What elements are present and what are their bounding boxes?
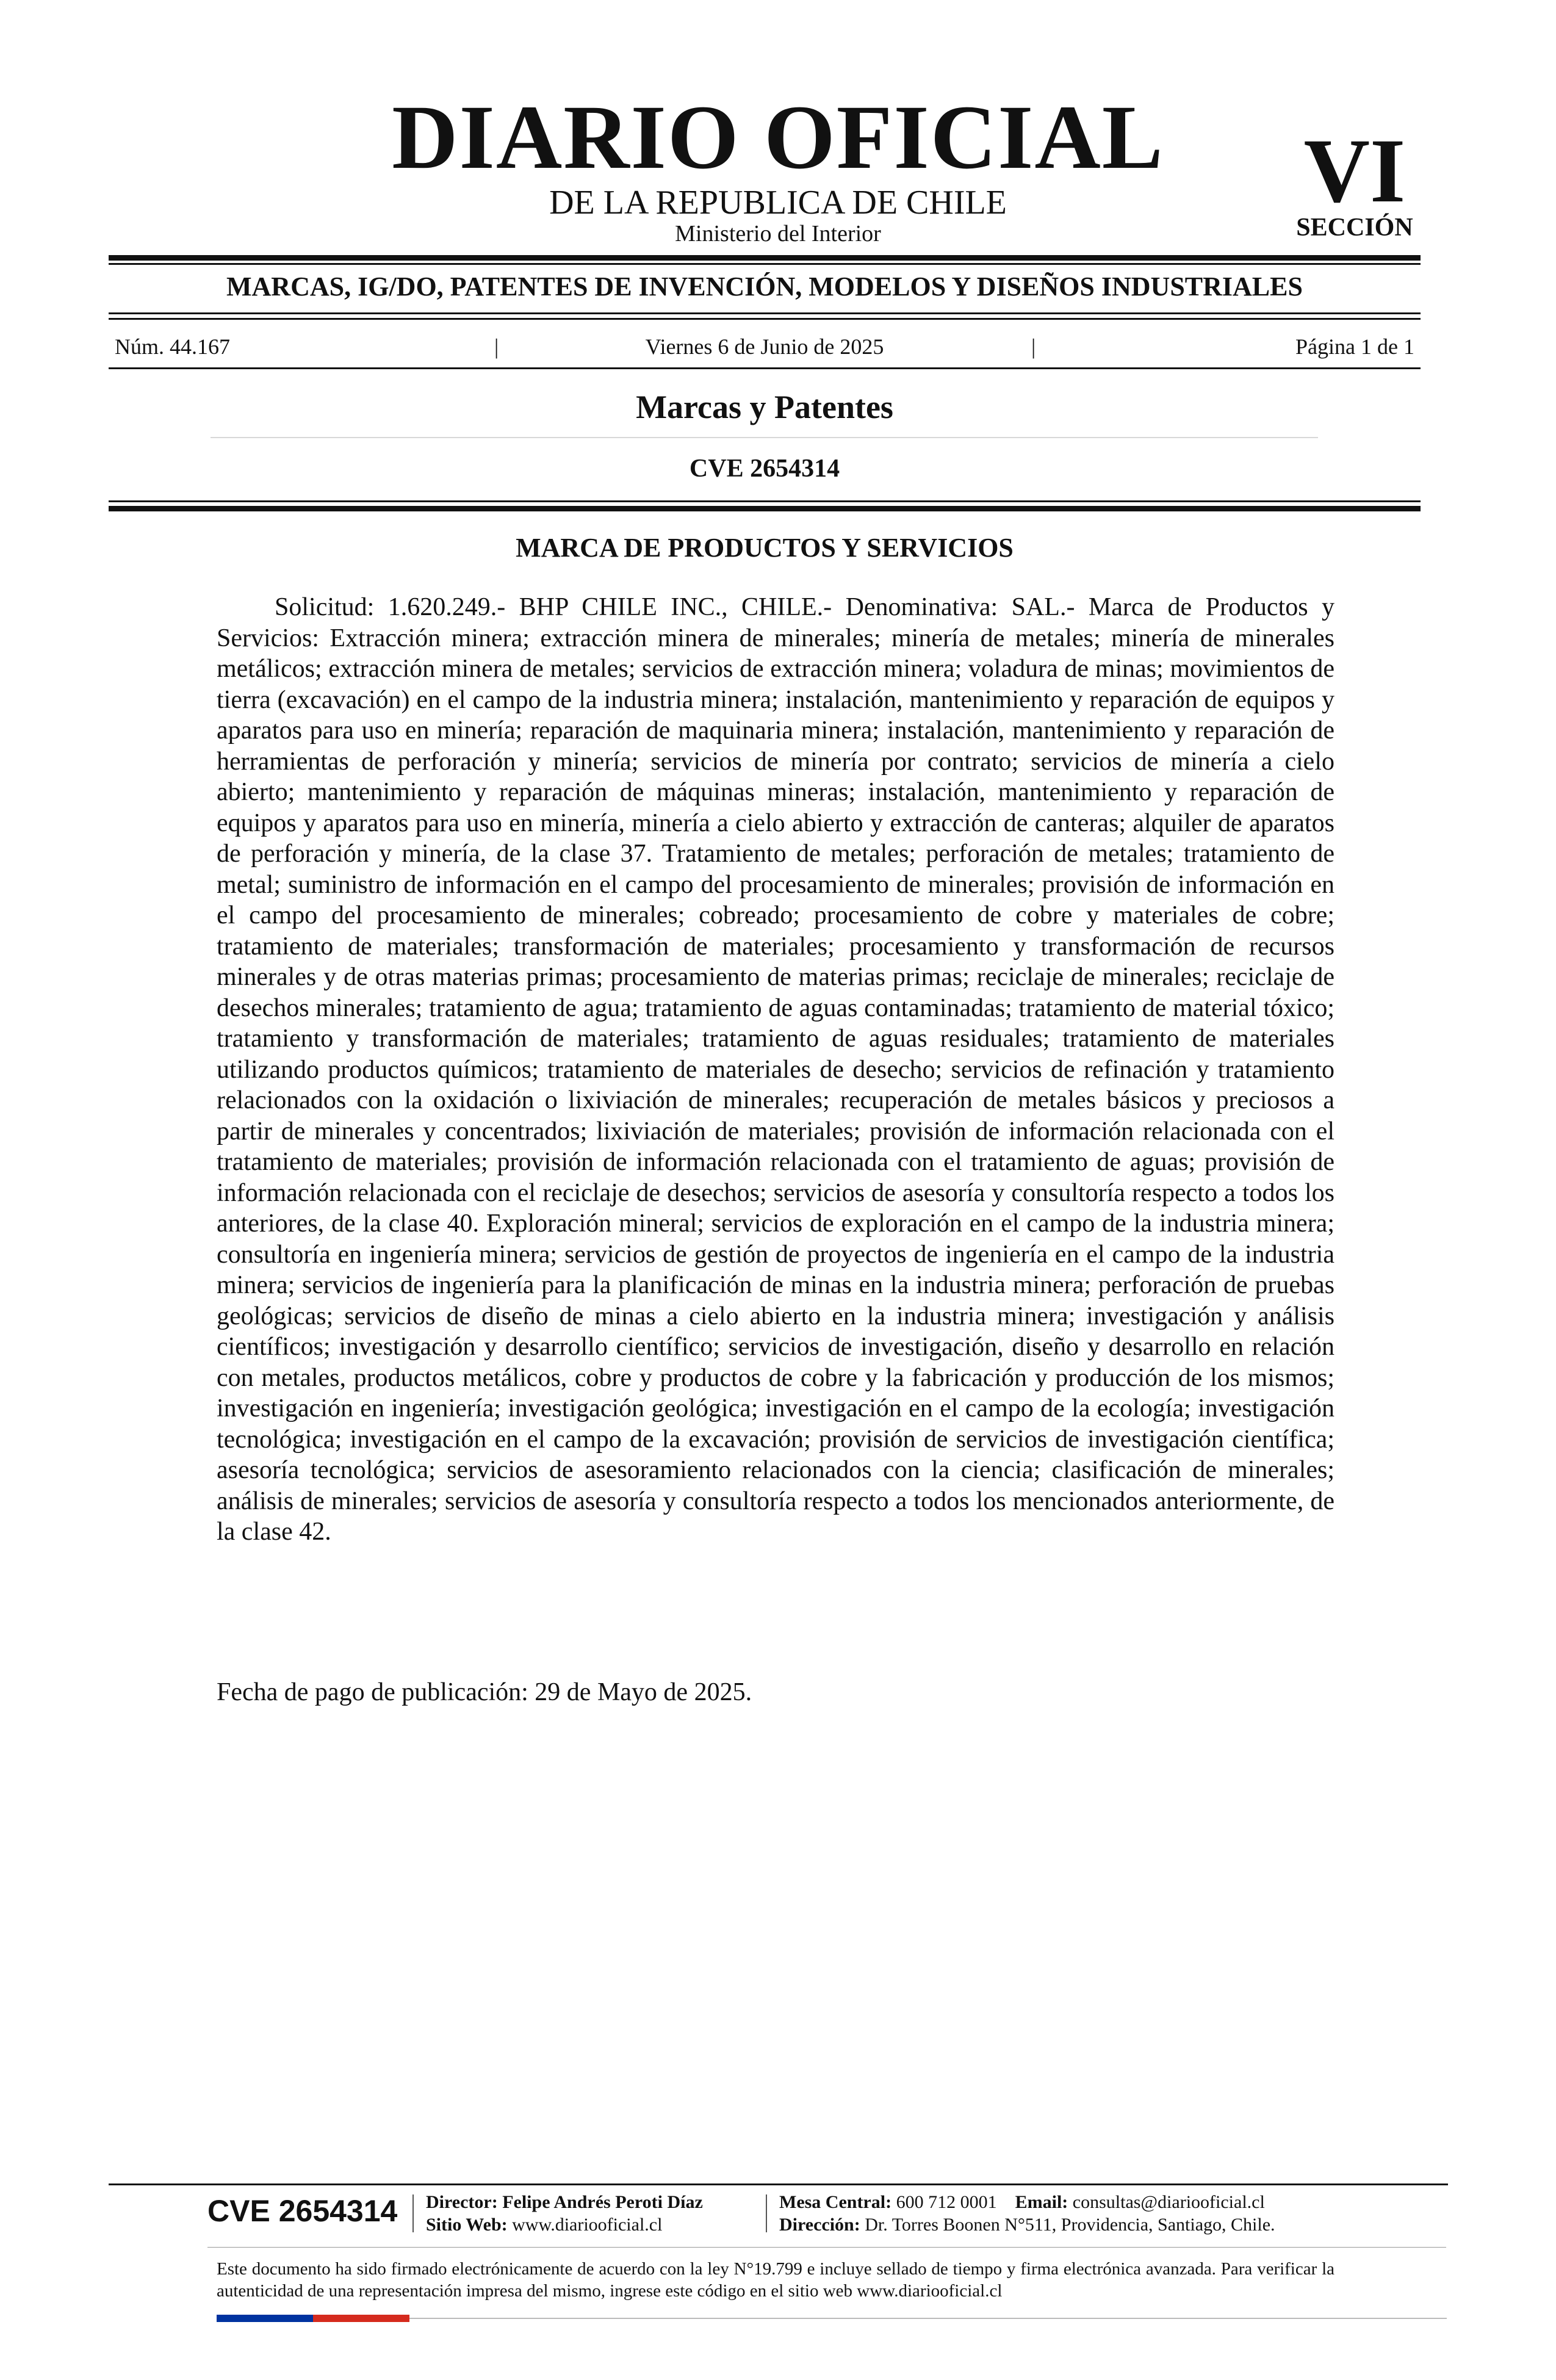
masthead-ministry: Ministerio del Interior [675,221,881,247]
footer-contact-block [779,2191,1275,2236]
website-label: Sitio Web: [426,2215,508,2235]
payment-date: Fecha de pago de publicación: 29 de Mayo de 2025. [217,1678,752,1706]
director-label: Director: [426,2192,498,2212]
footer-rule [109,2183,1448,2185]
address-text: Dr. Torres Boonen N°511, Providencia, Santiago, Chile. [865,2215,1275,2235]
issue-date: Viernes 6 de Junio de 2025 [645,334,884,359]
issue-meta [109,331,1421,362]
cve-code: CVE 2654314 [689,455,840,483]
category-rule-bottom [109,318,1421,320]
phone-label: Mesa Central: [779,2192,892,2212]
issue-number: Núm. 44.167 [115,334,230,359]
flag-stripe-blue [217,2315,313,2322]
masthead-subtitle: DE LA REPUBLICA DE CHILE [549,184,1007,222]
section-title: Marcas y Patentes [636,389,893,425]
document-heading: MARCA DE PRODUCTOS Y SERVICIOS [516,533,1014,563]
section-label: SECCIÓN [1296,214,1413,242]
email-link[interactable]: consultas@diariooficial.cl [1072,2192,1265,2212]
footer-director-block [426,2191,703,2236]
website-link[interactable]: www.diariooficial.cl [512,2215,663,2235]
cve-rule-thin [109,500,1421,502]
document-body: Solicitud: 1.620.249.- BHP CHILE INC., CHILE.- Denominativa: SAL.- Marca de Productos y Servicios: Extracción minera; extracción minera de minerales; minería de metales; minería de minerales metálicos; extracción minera de metales; servicios de extracción minera; voladura de minas; movimientos de tierra (excavación) en el campo de la industria minera; instalación, mantenimiento y reparación de equipos y aparatos para uso en minería; reparación de maquinaria minera; instalación, mantenimiento y reparación de herramientas de perforación y minería; servicios de minería por contrato; servicios de minería a cielo abierto; mantenimiento y reparación de máquinas mineras; instalación, mantenimiento y reparación de equipos y aparatos para uso en minería, minería a cielo abierto y extracción de canteras; alquiler de aparatos de perforación y minería, de la clase 37. Tratamiento de metales; perforación de metales; tratamiento de metal; suministro de información en el campo del procesamiento de minerales; provisión de información en el campo del procesamiento de minerales; cobreado; procesamiento de cobre y materiales de cobre; tratamiento de materiales; transformación de materiales; procesamiento y transformación de recursos minerales y de otras materias primas; procesamiento de materias primas; reciclaje de minerales; reciclaje de desechos minerales; tratamiento de agua; tratamiento de aguas contaminadas; tratamiento de material tóxico; tratamiento y transformación de materiales; tratamiento de aguas residuales; tratamiento de materiales utilizando productos químicos; tratamiento de materiales de desecho; servicios de refinación y tratamiento relacionados con la oxidación o lixiviación de minerales; recuperación de metales básicos y preciosos a partir de minerales y concentrados; lixiviación de materiales; provisión de información relacionada con el tratamiento de materiales; provisión de información relacionada con el tratamiento de aguas; provisión de información relacionada con el reciclaje de desechos; servicios de asesoría y consultoría respecto a todos los anteriores, de la clase 40. Exploración mineral; servicios de exploración en el campo de la industria minera; consultoría en ingeniería minera; servicios de gestión de proyectos de ingeniería en el campo de la industria minera; servicios de ingeniería para la planificación de minas en la industria minera; perforación de pruebas geológicas; servicios de diseño de minas a cielo abierto en la industria minera; investigación y análisis científicos; investigación y desarrollo científico; servicios de investigación, diseño y desarrollo en relación con metales, productos metálicos, cobre y productos de cobre y la fabricación y producción de los mismos; investigación en ingeniería; investigación geológica; investigación en el campo de la ecología; investigación tecnológica; investigación en el campo de la excavación; provisión de servicios de investigación científica; asesoría tecnológica; servicios de asesoramiento relacionados con la ciencia; clasificación de minerales; análisis de minerales; servicios de asesoría y consultoría respecto a todos los mencionados anteriormente, de la clase 42. [217,593,1334,1546]
masthead-title: DIARIO OFICIAL [392,87,1164,188]
address-label: Dirección: [779,2215,860,2235]
footer-divider [207,2247,1446,2248]
phone-number: 600 712 0001 [896,2192,997,2212]
email-label: Email: [1015,2192,1068,2212]
footer-bottom-line [409,2318,1447,2319]
meta-separator: | [1031,334,1036,359]
footer-separator [766,2194,767,2232]
header-rule-thin [109,263,1421,265]
meta-rule [109,367,1421,369]
footer-legal-notice: Este documento ha sido firmado electrónicamente de acuerdo con la ley N°19.799 e incluye sellado de tiempo y firma electrónica avanzada. Para verificar la autenticidad de una representación impresa del mismo, ingrese este código en el sitio web www.diariooficial.cl [217,2259,1334,2301]
meta-separator: | [494,334,499,359]
section-divider [211,437,1318,438]
page-indicator: Página 1 de 1 [1295,334,1414,359]
footer-cve-code: CVE 2654314 [207,2194,398,2228]
category-rule-top [109,312,1421,314]
flag-stripe-red [313,2315,409,2322]
footer-separator [412,2194,414,2232]
cve-rule-thick [109,506,1421,511]
section-indicator [1281,120,1428,242]
header-rule-thick [109,255,1421,261]
director-name: Felipe Andrés Peroti Díaz [502,2192,703,2212]
category-title: MARCAS, IG/DO, PATENTES DE INVENCIÓN, MODELOS Y DISEÑOS INDUSTRIALES [226,272,1303,301]
section-number: VI [1303,120,1406,222]
